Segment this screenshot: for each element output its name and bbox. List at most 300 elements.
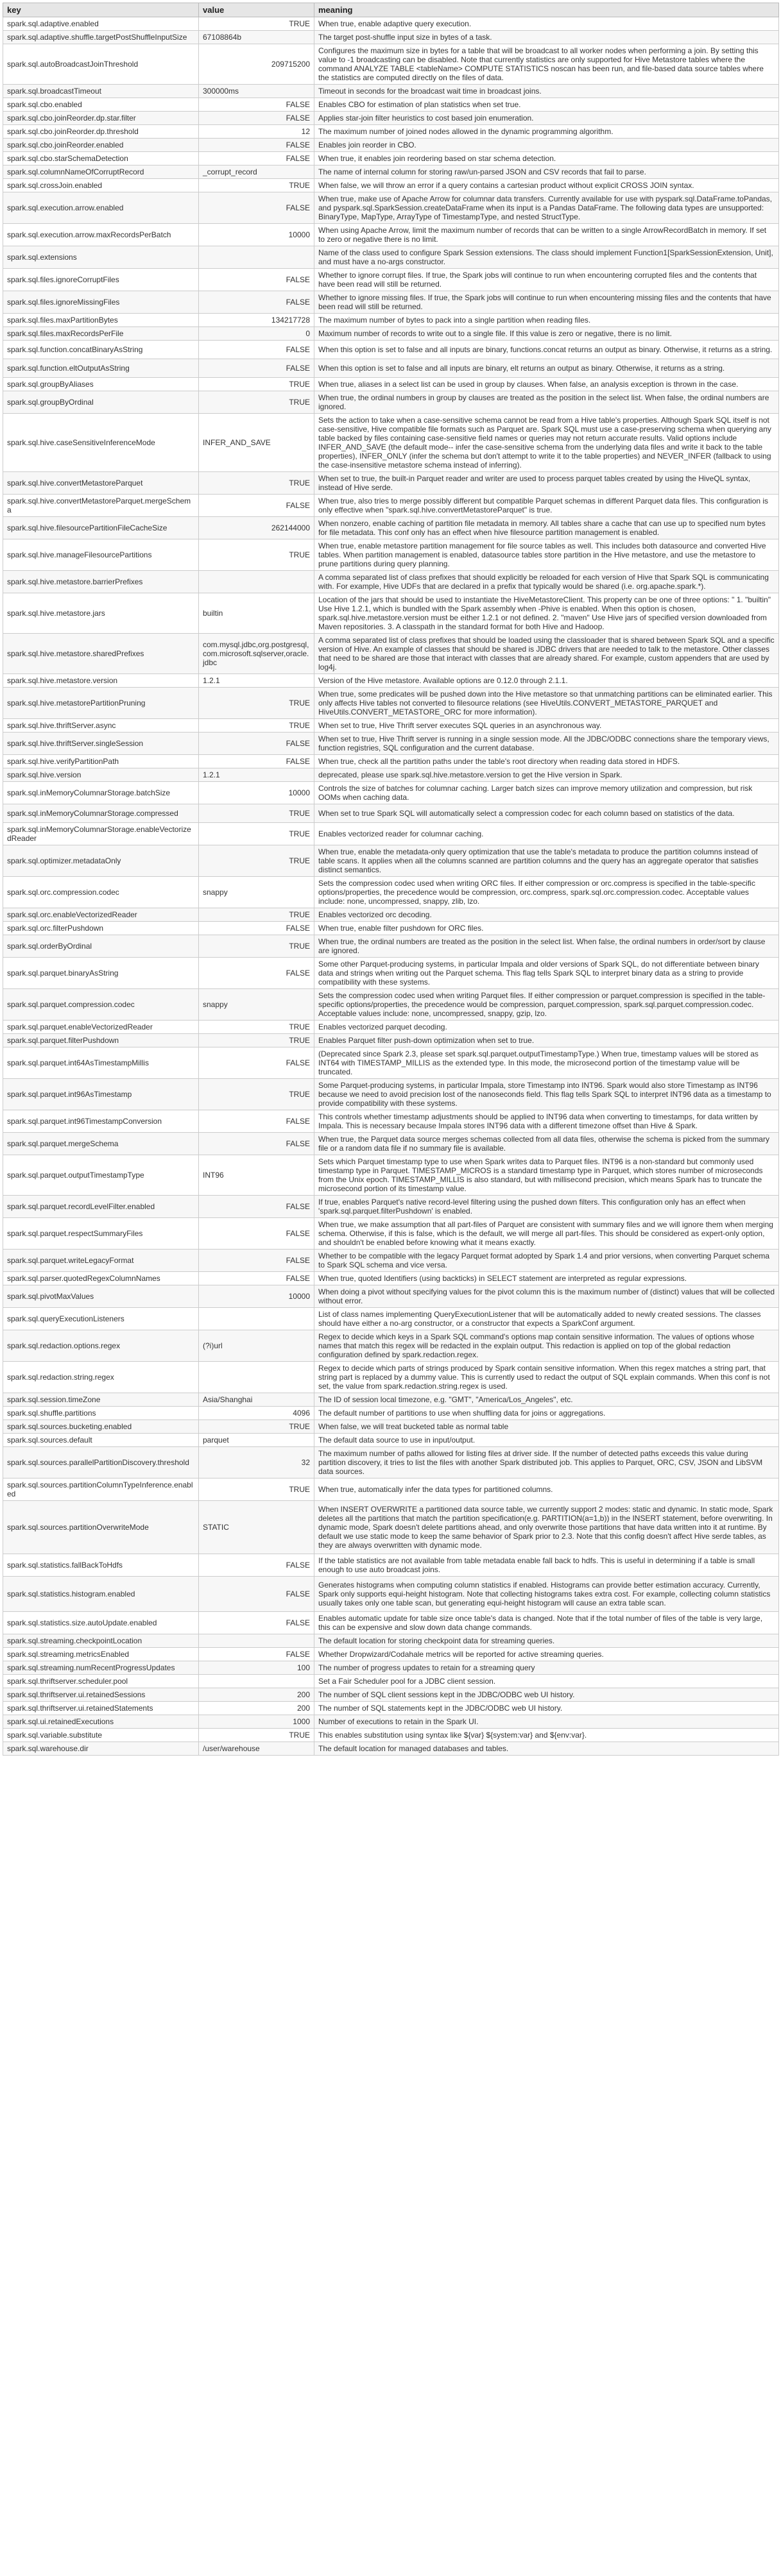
config-meaning-cell: Applies star-join filter heuristics to cost based join enumeration.: [314, 112, 779, 125]
config-meaning-cell: Set a Fair Scheduler pool for a JDBC client session.: [314, 1675, 779, 1688]
config-key-cell: spark.sql.orc.compression.codec: [3, 877, 199, 908]
config-key-cell: spark.sql.orderByOrdinal: [3, 935, 199, 958]
table-row: [3, 341, 779, 359]
config-value-cell: TRUE: [199, 845, 314, 877]
config-meaning-cell: When false, we will treat bucketed table as normal table: [314, 1420, 779, 1434]
config-meaning-cell: Whether Dropwizard/Codahale metrics will be reported for active streaming queries.: [314, 1648, 779, 1661]
config-key-cell: spark.sql.parquet.outputTimestampType: [3, 1155, 199, 1196]
config-meaning-cell: Enables vectorized parquet decoding.: [314, 1021, 779, 1034]
config-value-cell: 200: [199, 1702, 314, 1715]
config-key-cell: spark.sql.hive.thriftServer.async: [3, 719, 199, 733]
config-key-cell: spark.sql.cbo.joinReorder.dp.star.filter: [3, 112, 199, 125]
config-key-cell: spark.sql.parser.quotedRegexColumnNames: [3, 1272, 199, 1285]
config-value-cell: 10000: [199, 224, 314, 246]
config-key-cell: spark.sql.cbo.enabled: [3, 98, 199, 112]
config-meaning-cell: Some Parquet-producing systems, in particular Impala, store Timestamp into INT96. Spark would also store Timestamp as INT96 because we need to avoid precision lost of the nanoseconds field. This flag tells Spark SQL to interpret INT96 data as a timestamp to provide compatibility with these systems.: [314, 1079, 779, 1110]
table-row: [3, 1634, 779, 1648]
config-meaning-cell: When true, enable the metadata-only query optimization that use the table's metadata to produce the partition columns instead of table scans. It applies when all the columns scanned are partition columns and the query has an aggregate operator that satisfies distinct semantics.: [314, 845, 779, 877]
config-meaning-cell: When true, some predicates will be pushed down into the Hive metastore so that unmatching partitions can be eliminated earlier. This only affects Hive tables not converted to filesource relations (see HiveUtils.CONVERT_METASTORE_PARQUET and HiveUtils.CONVERT_METASTORE_ORC for more information).: [314, 688, 779, 719]
config-key-cell: spark.sql.files.maxPartitionBytes: [3, 314, 199, 327]
config-key-cell: spark.sql.parquet.filterPushdown: [3, 1034, 199, 1047]
config-key-cell: spark.sql.adaptive.shuffle.targetPostShuffleInputSize: [3, 31, 199, 44]
table-row: [3, 1420, 779, 1434]
config-key-cell: spark.sql.sources.bucketing.enabled: [3, 1420, 199, 1434]
config-value-cell: STATIC: [199, 1501, 314, 1554]
config-meaning-cell: When using Apache Arrow, limit the maximum number of records that can be written to a single ArrowRecordBatch in memory. If set to zero or negative there is no limit.: [314, 224, 779, 246]
table-row: [3, 327, 779, 341]
config-value-cell: parquet: [199, 1434, 314, 1447]
config-value-cell: FALSE: [199, 1218, 314, 1250]
config-value-cell: 0: [199, 327, 314, 341]
table-row: [3, 877, 779, 908]
config-key-cell: spark.sql.queryExecutionListeners: [3, 1308, 199, 1330]
config-key-cell: spark.sql.parquet.int96TimestampConversion: [3, 1110, 199, 1133]
config-key-cell: spark.sql.hive.version: [3, 768, 199, 782]
table-row: [3, 1034, 779, 1047]
table-row: [3, 1675, 779, 1688]
table-row: [3, 165, 779, 179]
config-value-cell: 32: [199, 1447, 314, 1479]
config-value-cell: builtin: [199, 593, 314, 634]
config-value-cell: TRUE: [199, 1420, 314, 1434]
meaning-column-header: meaning: [314, 3, 779, 17]
table-row: [3, 314, 779, 327]
table-row: [3, 1285, 779, 1308]
config-key-cell: spark.sql.hive.filesourcePartitionFileCacheSize: [3, 517, 199, 539]
table-row: [3, 593, 779, 634]
config-value-cell: (?i)url: [199, 1330, 314, 1362]
config-value-cell: TRUE: [199, 719, 314, 733]
table-row: [3, 1218, 779, 1250]
config-meaning-cell: When true, quoted Identifiers (using backticks) in SELECT statement are interpreted as regular expressions.: [314, 1272, 779, 1285]
config-meaning-cell: The number of SQL client sessions kept in the JDBC/ODBC web UI history.: [314, 1688, 779, 1702]
config-key-cell: spark.sql.hive.metastore.jars: [3, 593, 199, 634]
config-value-cell: FALSE: [199, 359, 314, 378]
table-row: [3, 1501, 779, 1554]
config-key-cell: spark.sql.hive.metastore.version: [3, 674, 199, 688]
config-value-cell: TRUE: [199, 378, 314, 391]
config-value-cell: 262144000: [199, 517, 314, 539]
config-key-cell: spark.sql.cbo.joinReorder.enabled: [3, 139, 199, 152]
table-row: [3, 414, 779, 472]
config-value-cell: FALSE: [199, 1047, 314, 1079]
config-key-cell: spark.sql.inMemoryColumnarStorage.batchSize: [3, 782, 199, 804]
config-key-cell: spark.sql.hive.verifyPartitionPath: [3, 755, 199, 768]
config-value-cell: INFER_AND_SAVE: [199, 414, 314, 472]
config-meaning-cell: Some other Parquet-producing systems, in particular Impala and older versions of Spark SQL, do not differentiate between binary data and strings when writing out the Parquet schema. This flag tells Spark SQL to interpret binary data as a string to provide compatibility with these systems.: [314, 958, 779, 989]
config-meaning-cell: Whether to be compatible with the legacy Parquet format adopted by Spark 1.4 and prior versions, when converting Parquet schema to Spark SQL schema and vice versa.: [314, 1250, 779, 1272]
table-row: [3, 85, 779, 98]
config-key-cell: spark.sql.hive.convertMetastoreParquet.mergeSchema: [3, 495, 199, 517]
table-row: [3, 495, 779, 517]
config-key-cell: spark.sql.cbo.joinReorder.dp.threshold: [3, 125, 199, 139]
config-meaning-cell: When set to true, Hive Thrift server executes SQL queries in an asynchronous way.: [314, 719, 779, 733]
config-key-cell: spark.sql.parquet.recordLevelFilter.enabled: [3, 1196, 199, 1218]
config-key-cell: spark.sql.files.ignoreMissingFiles: [3, 291, 199, 314]
config-value-cell: TRUE: [199, 539, 314, 571]
config-key-cell: spark.sql.function.concatBinaryAsString: [3, 341, 199, 359]
config-value-cell: INT96: [199, 1155, 314, 1196]
config-meaning-cell: The maximum number of bytes to pack into a single partition when reading files.: [314, 314, 779, 327]
config-meaning-cell: When true, enable metastore partition management for file source tables as well. This includes both datasource and converted Hive tables. When partition management is enabled, datasource tables store partition in the Hive metastore, and use the metastore to prune partitions during query planning.: [314, 539, 779, 571]
config-value-cell: FALSE: [199, 98, 314, 112]
config-key-cell: spark.sql.sources.partitionColumnTypeInference.enabled: [3, 1479, 199, 1501]
config-value-cell: 4096: [199, 1407, 314, 1420]
config-key-cell: spark.sql.inMemoryColumnarStorage.enableVectorizedReader: [3, 823, 199, 845]
config-meaning-cell: The maximum number of paths allowed for listing files at driver side. If the number of detected paths exceeds this value during partition discovery, it tries to list the files with another Spark distributed job. This applies to Parquet, ORC, CSV, JSON and LibSVM data sources.: [314, 1447, 779, 1479]
config-meaning-cell: When true, it enables join reordering based on star schema detection.: [314, 152, 779, 165]
table-row: [3, 44, 779, 85]
config-key-cell: spark.sql.hive.caseSensitiveInferenceMode: [3, 414, 199, 472]
config-meaning-cell: Sets the compression codec used when writing Parquet files. If either compression or parquet.compression is specified in the table-specific options/properties, the precedence would be compression, parquet.compression, spark.sql.parquet.compression.codec. Acceptable values include: none, uncompressed, snappy, gzip, lzo.: [314, 989, 779, 1021]
config-value-cell: 100: [199, 1661, 314, 1675]
config-key-cell: spark.sql.parquet.binaryAsString: [3, 958, 199, 989]
config-key-cell: spark.sql.hive.convertMetastoreParquet: [3, 472, 199, 495]
config-key-cell: spark.sql.optimizer.metadataOnly: [3, 845, 199, 877]
table-row: [3, 31, 779, 44]
config-value-cell: TRUE: [199, 1079, 314, 1110]
table-row: [3, 1021, 779, 1034]
table-row: [3, 782, 779, 804]
config-table: [3, 3, 779, 1756]
table-row: [3, 246, 779, 269]
config-meaning-cell: When this option is set to false and all inputs are binary, elt returns an output as binary. Otherwise, it returns as a string.: [314, 359, 779, 378]
config-value-cell: FALSE: [199, 1612, 314, 1634]
table-row: [3, 1729, 779, 1742]
config-meaning-cell: This controls whether timestamp adjustments should be applied to INT96 data when converting to timestamps, for data written by Impala. This is necessary because Impala stores INT96 data with a different timezone offset than Hive & Spark.: [314, 1110, 779, 1133]
config-meaning-cell: Enables Parquet filter push-down optimization when set to true.: [314, 1034, 779, 1047]
config-key-cell: spark.sql.ui.retainedExecutions: [3, 1715, 199, 1729]
config-meaning-cell: When true, make use of Apache Arrow for columnar data transfers. Currently available for use with pyspark.sql.DataFrame.toPandas, and pyspark.sql.SparkSession.createDataFrame when its input is a Pandas DataFrame. The following data types are unsupported: BinaryType, MapType, ArrayType of TimestampType, and nested StructType.: [314, 192, 779, 224]
config-key-cell: spark.sql.thriftserver.scheduler.pool: [3, 1675, 199, 1688]
config-meaning-cell: When false, we will throw an error if a query contains a cartesian product without explicit CROSS JOIN syntax.: [314, 179, 779, 192]
config-key-cell: spark.sql.execution.arrow.maxRecordsPerBatch: [3, 224, 199, 246]
table-row: [3, 1272, 779, 1285]
config-value-cell: TRUE: [199, 804, 314, 823]
config-meaning-cell: When true, the ordinal numbers are treated as the position in the select list. When false, the ordinal numbers in order/sort by clause are ignored.: [314, 935, 779, 958]
config-value-cell: FALSE: [199, 152, 314, 165]
config-meaning-cell: If true, enables Parquet's native record-level filtering using the pushed down filters. This configuration only has an effect when 'spark.sql.parquet.filterPushdown' is enabled.: [314, 1196, 779, 1218]
config-key-cell: spark.sql.streaming.metricsEnabled: [3, 1648, 199, 1661]
table-row: [3, 1554, 779, 1577]
table-row: [3, 1479, 779, 1501]
config-meaning-cell: When true, the Parquet data source merges schemas collected from all data files, otherwise the schema is picked from the summary file or a random data file if no summary file is available.: [314, 1133, 779, 1155]
config-value-cell: FALSE: [199, 1110, 314, 1133]
config-meaning-cell: deprecated, please use spark.sql.hive.metastore.version to get the Hive version in Spark.: [314, 768, 779, 782]
config-key-cell: spark.sql.statistics.size.autoUpdate.enabled: [3, 1612, 199, 1634]
config-value-cell: [199, 1634, 314, 1648]
table-row: [3, 1407, 779, 1420]
config-meaning-cell: Sets which Parquet timestamp type to use when Spark writes data to Parquet files. INT96 is a non-standard but commonly used timestamp type in Parquet. TIMESTAMP_MICROS is a standard timestamp type in Parquet, which stores number of microseconds from the Unix epoch. TIMESTAMP_MILLIS is also standard, but with millisecond precision, which means Spark has to truncate the microsecond portion of its timestamp value.: [314, 1155, 779, 1196]
config-key-cell: spark.sql.sources.parallelPartitionDiscovery.threshold: [3, 1447, 199, 1479]
table-row: [3, 571, 779, 593]
table-row: [3, 823, 779, 845]
config-value-cell: 1.2.1: [199, 768, 314, 782]
config-value-cell: com.mysql.jdbc,org.postgresql,com.microsoft.sqlserver,oracle.jdbc: [199, 634, 314, 674]
config-key-cell: spark.sql.hive.metastore.sharedPrefixes: [3, 634, 199, 674]
config-value-cell: FALSE: [199, 341, 314, 359]
config-key-cell: spark.sql.broadcastTimeout: [3, 85, 199, 98]
config-meaning-cell: When this option is set to false and all inputs are binary, functions.concat returns an output as binary. Otherwise, it returns as a string.: [314, 341, 779, 359]
config-key-cell: spark.sql.execution.arrow.enabled: [3, 192, 199, 224]
config-meaning-cell: Sets the compression codec used when writing ORC files. If either compression or orc.compress is specified in the table-specific options/properties, the precedence would be compression, orc.compress, spark.sql.orc.compression.codec. Acceptable values include: none, uncompressed, snappy, zlib, lzo.: [314, 877, 779, 908]
config-key-cell: spark.sql.orc.filterPushdown: [3, 922, 199, 935]
table-row: [3, 719, 779, 733]
table-row: [3, 98, 779, 112]
config-meaning-cell: Configures the maximum size in bytes for a table that will be broadcast to all worker nodes when performing a join. By setting this value to -1 broadcasting can be disabled. Note that currently statistics are only supported for Hive Metastore tables where the command ANALYZE TABLE <tableName> COMPUTE STATISTICS noscan has been run, and file-based data source tables where the statistics are computed directly on the files of data.: [314, 44, 779, 85]
config-key-cell: spark.sql.parquet.mergeSchema: [3, 1133, 199, 1155]
table-row: [3, 1715, 779, 1729]
config-value-cell: TRUE: [199, 823, 314, 845]
table-row: [3, 768, 779, 782]
config-key-cell: spark.sql.columnNameOfCorruptRecord: [3, 165, 199, 179]
config-value-cell: [199, 1675, 314, 1688]
config-meaning-cell: Regex to decide which keys in a Spark SQL command's options map contain sensitive information. The values of options whose names that match this regex will be redacted in the explain output. This redaction is applied on top of the global redaction configuration defined by spark.redaction.regex.: [314, 1330, 779, 1362]
config-value-cell: [199, 1308, 314, 1330]
config-key-cell: spark.sql.redaction.options.regex: [3, 1330, 199, 1362]
config-meaning-cell: The number of SQL statements kept in the JDBC/ODBC web UI history.: [314, 1702, 779, 1715]
table-row: [3, 472, 779, 495]
config-meaning-cell: This enables substitution using syntax like ${var} ${system:var} and ${env:var}.: [314, 1729, 779, 1742]
table-row: [3, 908, 779, 922]
config-value-cell: FALSE: [199, 1554, 314, 1577]
config-key-cell: spark.sql.hive.metastore.barrierPrefixes: [3, 571, 199, 593]
table-row: [3, 1362, 779, 1393]
config-meaning-cell: Number of executions to retain in the Spark UI.: [314, 1715, 779, 1729]
config-meaning-cell: When set to true Spark SQL will automatically select a compression codec for each column based on statistics of the data.: [314, 804, 779, 823]
config-key-cell: spark.sql.streaming.checkpointLocation: [3, 1634, 199, 1648]
table-row: [3, 17, 779, 31]
config-key-cell: spark.sql.parquet.writeLegacyFormat: [3, 1250, 199, 1272]
config-meaning-cell: The number of progress updates to retain for a streaming query: [314, 1661, 779, 1675]
config-value-cell: TRUE: [199, 179, 314, 192]
config-meaning-cell: A comma separated list of class prefixes that should be loaded using the classloader that is shared between Spark SQL and a specific version of Hive. An example of classes that should be shared is JDBC drivers that are needed to talk to the metastore. Other classes that need to be shared are those that interact with classes that are already shared. For example, custom appenders that are used by log4j.: [314, 634, 779, 674]
config-meaning-cell: When true, we make assumption that all part-files of Parquet are consistent with summary files and we will ignore them when merging schema. Otherwise, if this is false, which is the default, we will merge all part-files. This should be considered as expert-only option, and shouldn't be enabled before knowing what it means exactly.: [314, 1218, 779, 1250]
config-key-cell: spark.sql.crossJoin.enabled: [3, 179, 199, 192]
config-meaning-cell: When INSERT OVERWRITE a partitioned data source table, we currently support 2 modes: static and dynamic. In static mode, Spark deletes all the partitions that match the partition specification(e.g. PARTITION(a=1,b)) in the INSERT statement, before overwriting. In dynamic mode, Spark doesn't delete partitions ahead, and only overwrite those partitions that have data written into it at runtime. By default we use static mode to keep the same behavior of Spark prior to 2.3. Note that this config doesn't affect Hive serde tables, as they are always overwritten with dynamic mode.: [314, 1501, 779, 1554]
table-row: [3, 112, 779, 125]
config-meaning-cell: (Deprecated since Spark 2.3, please set spark.sql.parquet.outputTimestampType.) When true, timestamp values will be stored as INT64 with TIMESTAMP_MILLIS as the extended type. In this mode, the microsecond portion of the timestamp value will be truncated.: [314, 1047, 779, 1079]
config-meaning-cell: List of class names implementing QueryExecutionListener that will be automatically added to newly created sessions. The classes should have either a no-arg constructor, or a constructor that expects a SparkConf argument.: [314, 1308, 779, 1330]
config-key-cell: spark.sql.sources.default: [3, 1434, 199, 1447]
config-meaning-cell: Controls the size of batches for columnar caching. Larger batch sizes can improve memory utilization and compression, but risk OOMs when caching data.: [314, 782, 779, 804]
config-value-cell: FALSE: [199, 495, 314, 517]
table-row: [3, 958, 779, 989]
table-row: [3, 804, 779, 823]
config-key-cell: spark.sql.pivotMaxValues: [3, 1285, 199, 1308]
key-column-header: key: [3, 3, 199, 17]
config-meaning-cell: Regex to decide which parts of strings produced by Spark contain sensitive information. When this regex matches a string part, that string part is replaced by a dummy value. This is currently used to redact the output of SQL explain commands. When this conf is not set, the value from spark.redaction.string.regex is used.: [314, 1362, 779, 1393]
config-key-cell: spark.sql.groupByOrdinal: [3, 391, 199, 414]
config-value-cell: 67108864b: [199, 31, 314, 44]
config-value-cell: TRUE: [199, 1729, 314, 1742]
config-value-cell: FALSE: [199, 958, 314, 989]
table-row: [3, 688, 779, 719]
header-row: [3, 3, 779, 17]
config-meaning-cell: Enables vectorized reader for columnar caching.: [314, 823, 779, 845]
config-value-cell: TRUE: [199, 688, 314, 719]
table-row: [3, 733, 779, 755]
config-value-cell: snappy: [199, 989, 314, 1021]
config-value-cell: FALSE: [199, 139, 314, 152]
config-value-cell: FALSE: [199, 922, 314, 935]
config-meaning-cell: Enables CBO for estimation of plan statistics when set true.: [314, 98, 779, 112]
config-value-cell: 10000: [199, 782, 314, 804]
config-meaning-cell: When true, enable filter pushdown for ORC files.: [314, 922, 779, 935]
table-row: [3, 1661, 779, 1675]
config-meaning-cell: When true, automatically infer the data types for partitioned columns.: [314, 1479, 779, 1501]
table-row: [3, 152, 779, 165]
config-value-cell: FALSE: [199, 1196, 314, 1218]
table-row: [3, 291, 779, 314]
table-row: [3, 391, 779, 414]
table-row: [3, 517, 779, 539]
table-row: [3, 1447, 779, 1479]
config-key-cell: spark.sql.inMemoryColumnarStorage.compressed: [3, 804, 199, 823]
config-key-cell: spark.sql.redaction.string.regex: [3, 1362, 199, 1393]
table-row: [3, 1688, 779, 1702]
config-value-cell: TRUE: [199, 908, 314, 922]
config-meaning-cell: When doing a pivot without specifying values for the pivot column this is the maximum number of (distinct) values that will be collected without error.: [314, 1285, 779, 1308]
config-key-cell: spark.sql.groupByAliases: [3, 378, 199, 391]
config-key-cell: spark.sql.extensions: [3, 246, 199, 269]
config-meaning-cell: Sets the action to take when a case-sensitive schema cannot be read from a Hive table's properties. Although Spark SQL itself is not case-sensitive, Hive compatible file formats such as Parquet are. Spark SQL must use a case-preserving schema when querying any table backed by files containing case-sensitive field names or queries may not return accurate results. Valid options include INFER_AND_SAVE (the default mode-- infer the case-sensitive schema from the underlying data files and write it back to the table properties), INFER_ONLY (infer the schema but don't attempt to write it to the table properties) and NEVER_INFER (fallback to using the case-insensitive metastore schema instead of inferring).: [314, 414, 779, 472]
config-value-cell: /user/warehouse: [199, 1742, 314, 1756]
table-row: [3, 1196, 779, 1218]
table-row: [3, 935, 779, 958]
config-meaning-cell: When nonzero, enable caching of partition file metadata in memory. All tables share a cache that can use up to specified num bytes for file metadata. This conf only has an effect when hive filesource partition management is enabled.: [314, 517, 779, 539]
table-row: [3, 989, 779, 1021]
config-value-cell: 209715200: [199, 44, 314, 85]
config-key-cell: spark.sql.parquet.int64AsTimestampMillis: [3, 1047, 199, 1079]
config-key-cell: spark.sql.variable.substitute: [3, 1729, 199, 1742]
config-meaning-cell: Whether to ignore missing files. If true, the Spark jobs will continue to run when encountering missing files and the contents that have been read will still be returned.: [314, 291, 779, 314]
config-value-cell: 12: [199, 125, 314, 139]
config-value-cell: 134217728: [199, 314, 314, 327]
table-row: [3, 378, 779, 391]
config-key-cell: spark.sql.parquet.compression.codec: [3, 989, 199, 1021]
table-row: [3, 1250, 779, 1272]
config-key-cell: spark.sql.hive.thriftServer.singleSession: [3, 733, 199, 755]
config-key-cell: spark.sql.function.eltOutputAsString: [3, 359, 199, 378]
config-value-cell: 300000ms: [199, 85, 314, 98]
config-meaning-cell: When true, enable adaptive query execution.: [314, 17, 779, 31]
table-row: [3, 1577, 779, 1612]
config-key-cell: spark.sql.thriftserver.ui.retainedStatements: [3, 1702, 199, 1715]
table-row: [3, 1308, 779, 1330]
table-row: [3, 1330, 779, 1362]
config-meaning-cell: Enables join reorder in CBO.: [314, 139, 779, 152]
table-row: [3, 755, 779, 768]
config-value-cell: [199, 571, 314, 593]
table-row: [3, 1079, 779, 1110]
config-meaning-cell: If the table statistics are not available from table metadata enable fall back to hdfs. This is useful in determining if a table is small enough to use auto broadcast joins.: [314, 1554, 779, 1577]
config-meaning-cell: A comma separated list of class prefixes that should explicitly be reloaded for each version of Hive that Spark SQL is communicating with. For example, Hive UDFs that are declared in a prefix that typically would be shared (i.e. org.apache.spark.*).: [314, 571, 779, 593]
config-meaning-cell: Whether to ignore corrupt files. If true, the Spark jobs will continue to run when encountering corrupted files and the contents that have been read will still be returned.: [314, 269, 779, 291]
config-meaning-cell: When true, the ordinal numbers in group by clauses are treated as the position in the select list. When false, the ordinal numbers are ignored.: [314, 391, 779, 414]
config-meaning-cell: Location of the jars that should be used to instantiate the HiveMetastoreClient. This property can be one of three options: " 1. "builtin" Use Hive 1.2.1, which is bundled with the Spark assembly when -Phive is enabled. When this option is chosen, spark.sql.hive.metastore.version must be either 1.2.1 or not defined. 2. "maven" Use Hive jars of specified version downloaded from Maven repositories. 3. A classpath in the standard format for both Hive and Hadoop.: [314, 593, 779, 634]
config-key-cell: spark.sql.streaming.numRecentProgressUpdates: [3, 1661, 199, 1675]
config-meaning-cell: Timeout in seconds for the broadcast wait time in broadcast joins.: [314, 85, 779, 98]
config-key-cell: spark.sql.parquet.int96AsTimestamp: [3, 1079, 199, 1110]
config-meaning-cell: The default number of partitions to use when shuffling data for joins or aggregations.: [314, 1407, 779, 1420]
config-key-cell: spark.sql.shuffle.partitions: [3, 1407, 199, 1420]
table-row: [3, 845, 779, 877]
config-meaning-cell: Enables automatic update for table size once table's data is changed. Note that if the total number of files of the table is very large, this can be expensive and slow down data change commands.: [314, 1612, 779, 1634]
table-row: [3, 1110, 779, 1133]
config-value-cell: [199, 246, 314, 269]
table-row: [3, 922, 779, 935]
config-value-cell: 1.2.1: [199, 674, 314, 688]
table-row: [3, 179, 779, 192]
config-key-cell: spark.sql.statistics.fallBackToHdfs: [3, 1554, 199, 1577]
config-meaning-cell: Enables vectorized orc decoding.: [314, 908, 779, 922]
config-value-cell: TRUE: [199, 472, 314, 495]
config-value-cell: TRUE: [199, 391, 314, 414]
table-row: [3, 1047, 779, 1079]
config-value-cell: 200: [199, 1688, 314, 1702]
config-value-cell: Asia/Shanghai: [199, 1393, 314, 1407]
table-row: [3, 539, 779, 571]
config-key-cell: spark.sql.orc.enableVectorizedReader: [3, 908, 199, 922]
table-row: [3, 1393, 779, 1407]
config-value-cell: [199, 1362, 314, 1393]
config-meaning-cell: The ID of session local timezone, e.g. "GMT", "America/Los_Angeles", etc.: [314, 1393, 779, 1407]
config-meaning-cell: When true, aliases in a select list can be used in group by clauses. When false, an analysis exception is thrown in the case.: [314, 378, 779, 391]
config-value-cell: 10000: [199, 1285, 314, 1308]
config-meaning-cell: The maximum number of joined nodes allowed in the dynamic programming algorithm.: [314, 125, 779, 139]
value-column-header: value: [199, 3, 314, 17]
config-value-cell: FALSE: [199, 733, 314, 755]
table-row: [3, 139, 779, 152]
config-key-cell: spark.sql.hive.metastorePartitionPruning: [3, 688, 199, 719]
config-value-cell: FALSE: [199, 192, 314, 224]
config-value-cell: FALSE: [199, 269, 314, 291]
table-row: [3, 192, 779, 224]
table-body: [3, 17, 779, 1756]
table-row: [3, 1434, 779, 1447]
config-meaning-cell: Maximum number of records to write out to a single file. If this value is zero or negative, there is no limit.: [314, 327, 779, 341]
table-row: [3, 224, 779, 246]
config-key-cell: spark.sql.files.ignoreCorruptFiles: [3, 269, 199, 291]
config-key-cell: spark.sql.hive.manageFilesourcePartitions: [3, 539, 199, 571]
config-key-cell: spark.sql.parquet.enableVectorizedReader: [3, 1021, 199, 1034]
config-key-cell: spark.sql.sources.partitionOverwriteMode: [3, 1501, 199, 1554]
config-meaning-cell: Version of the Hive metastore. Available options are 0.12.0 through 2.1.1.: [314, 674, 779, 688]
table-row: [3, 674, 779, 688]
config-value-cell: FALSE: [199, 291, 314, 314]
config-meaning-cell: The name of internal column for storing raw/un-parsed JSON and CSV records that fail to parse.: [314, 165, 779, 179]
table-row: [3, 634, 779, 674]
table-row: [3, 359, 779, 378]
config-key-cell: spark.sql.warehouse.dir: [3, 1742, 199, 1756]
config-meaning-cell: The default data source to use in input/output.: [314, 1434, 779, 1447]
config-meaning-cell: The default location for storing checkpoint data for streaming queries.: [314, 1634, 779, 1648]
config-meaning-cell: Name of the class used to configure Spark Session extensions. The class should implement Function1[SparkSessionExtension, Unit], and must have a no-args constructor.: [314, 246, 779, 269]
table-row: [3, 1702, 779, 1715]
config-value-cell: FALSE: [199, 1272, 314, 1285]
table-row: [3, 1742, 779, 1756]
config-value-cell: _corrupt_record: [199, 165, 314, 179]
config-meaning-cell: When true, check all the partition paths under the table's root directory when reading data stored in HDFS.: [314, 755, 779, 768]
config-value-cell: FALSE: [199, 1133, 314, 1155]
config-key-cell: spark.sql.session.timeZone: [3, 1393, 199, 1407]
config-value-cell: snappy: [199, 877, 314, 908]
config-value-cell: TRUE: [199, 1021, 314, 1034]
config-meaning-cell: The default location for managed databases and tables.: [314, 1742, 779, 1756]
table-row: [3, 269, 779, 291]
config-meaning-cell: The target post-shuffle input size in bytes of a task.: [314, 31, 779, 44]
